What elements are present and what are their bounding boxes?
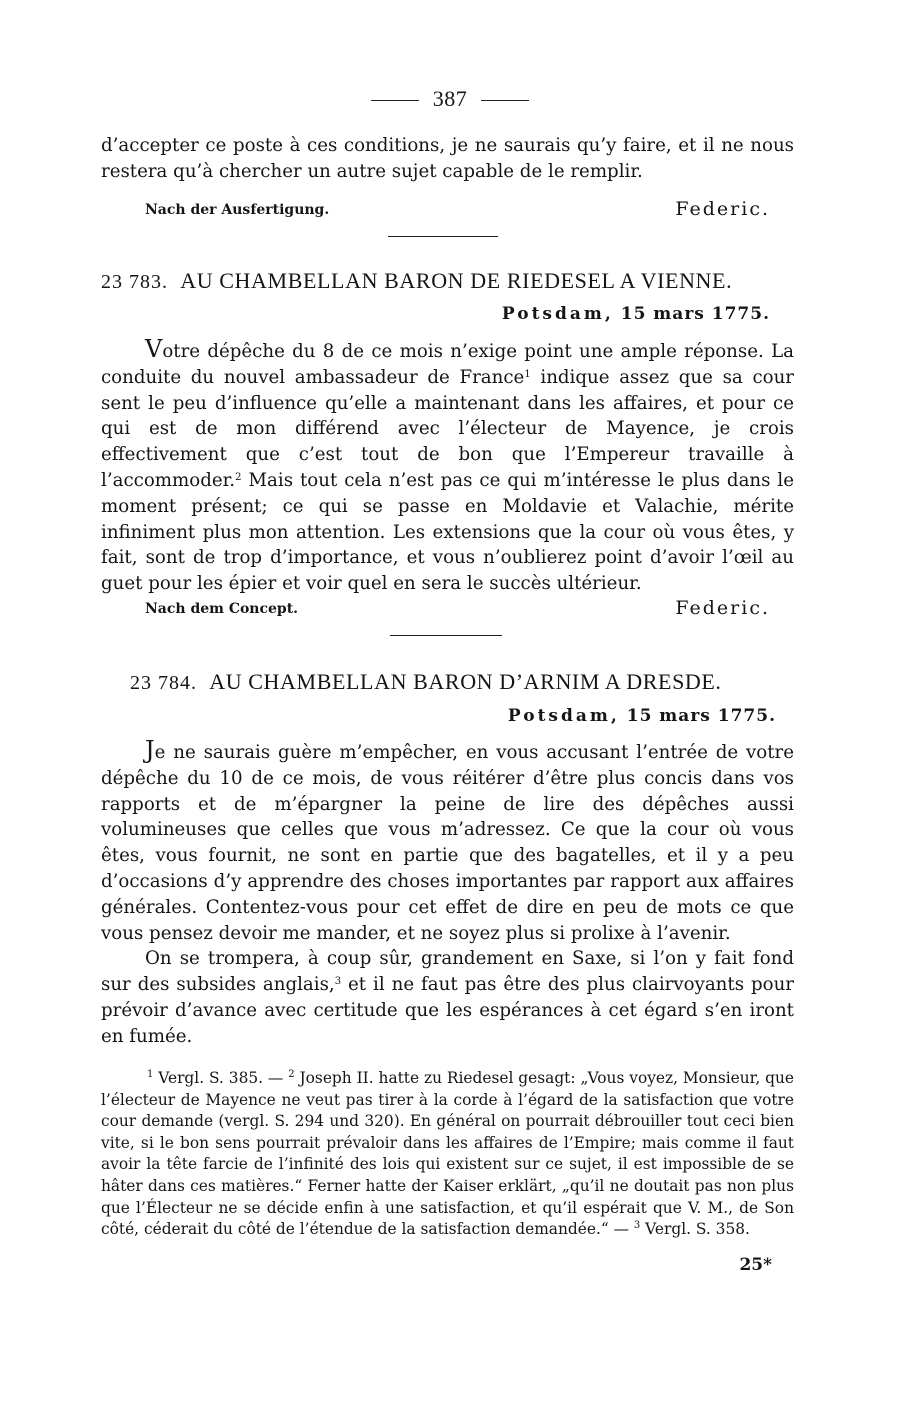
footnote-text: $^1$ Vergl. S. 385. — $^2$ Joseph II. hatte zu Riedesel gesagt: „Vous voyez, Monsieur, que l’électeur de Mayence ne veut pas tirer à la corde à l’égard de la satisfaction que votre cour demande (vergl. S. 294 und 320). En général on pourrait débrouiller tout ceci bien vite, si le bon sens pourrait prévaloir dans les affaires de l’Empire; mais comme il faut avoir la tête farcie de l’infinité des lois qui existent sur ce sujet, il est impossible de se hâter dans ces matières.“ Ferner hatte der Kaiser erklärt, „qu’il ne doutait pas non plus que l’Électeur ne se décide enfin à une satisfaction, et qu’il espérait que V. M., de Son côté, céderait du côté de l’étendue de la satisfaction demandée.“ — $^3$ Vergl. S. 358. <box>101 1069 795 1239</box>
signature: Federic. <box>675 597 770 619</box>
letter-date <box>508 706 776 726</box>
letter-title: AU CHAMBELLAN BARON DE RIEDESEL A VIENNE. <box>180 268 733 293</box>
letter-heading <box>101 268 732 294</box>
page-header <box>0 86 900 112</box>
date-place: Potsdam, <box>501 304 614 324</box>
letter-heading <box>130 669 722 695</box>
date-day: 15 mars 1775. <box>626 706 776 726</box>
letter-paragraph: On se trompera, à coup sûr, grandement en Saxe, si l’on y fait fond sur des subsides anglais,$^3$ et il ne faut pas être des plus clairvoyants pour prévoir d’avance avec certitude que les espérances à cet égard s’en iront en fumée. <box>101 948 794 1047</box>
letter-title: AU CHAMBELLAN BARON D’ARNIM A DRESDE. <box>209 669 722 694</box>
footnotes <box>101 1068 794 1241</box>
source-note: Nach der Ausfertigung. <box>145 202 330 218</box>
letter-number: 23 784. <box>130 672 197 694</box>
letter-number: 23 783. <box>101 271 168 293</box>
date-day: 15 mars 1775. <box>620 304 770 324</box>
header-dash-left <box>371 100 419 101</box>
footnote-ref: 3 <box>334 976 342 988</box>
initial-letter: J <box>145 736 155 764</box>
signature: Federic. <box>675 198 770 220</box>
letter-body <box>101 738 794 1050</box>
previous-letter-closing <box>145 198 770 220</box>
page-number: 387 <box>432 86 468 111</box>
footnote-ref: 2 <box>235 471 242 483</box>
initial-letter: V <box>145 335 163 363</box>
separator-rule <box>390 635 502 636</box>
letter-date <box>502 304 770 324</box>
letter-paragraph: Votre dépêche du 8 de ce mois n’exige point une ample réponse. La conduite du nouvel ambassadeur de France$^1$ indique assez que sa cour sent le peu d’influence qu’elle a maintenant dans les affaires, et pour ce qui est de mon différend avec l’électeur de Mayence, je crois effectivement que c’est tout de bon que l’Empereur travaille à l’accommoder.$^2$ Mais tout cela n’est pas ce qui m’intéresse le plus dans le moment présent; ce qui se passe en Moldavie et Valachie, mérite infiniment plus mon attention. Les extensions que la cour où vous êtes, y fait, sont de trop d’importance, et vous n’oublierez point d’avoir l’œil au guet pour les épier et voir quel en sera le succès ultérieur. <box>101 335 794 595</box>
previous-letter-text: d’accepter ce poste à ces conditions, je ne saurais qu’y faire, et il ne nous restera qu’à chercher un autre sujet capable de le remplir. <box>101 135 794 182</box>
signature-mark: 25* <box>739 1255 772 1275</box>
letter-body <box>101 337 794 597</box>
letter-paragraph: Je ne saurais guère m’empêcher, en vous accusant l’entrée de votre dépêche du 10 de ce mois, de vous réitérer d’être plus concis dans vos rapports et de m’épargner la peine de lire des dépêches aussi volumineuses que celles que vous m’adressez. Ce que la cour où vous êtes, vous fournit, ne sont en partie que des bagatelles, et il y a peu d’occasions d’y apprendre des choses importantes par rapport aux affaires générales. Contentez-vous pour cet effet de dire en peu de mots ce que vous pensez devoir me mander, et ne soyez plus si prolixe à l’avenir. <box>101 736 794 944</box>
source-note: Nach dem Concept. <box>145 601 299 617</box>
header-dash-right <box>481 100 529 101</box>
date-place: Potsdam, <box>507 706 620 726</box>
footnote-ref: 1 <box>524 368 531 380</box>
letter-closing <box>145 597 770 619</box>
separator-rule <box>388 236 498 237</box>
